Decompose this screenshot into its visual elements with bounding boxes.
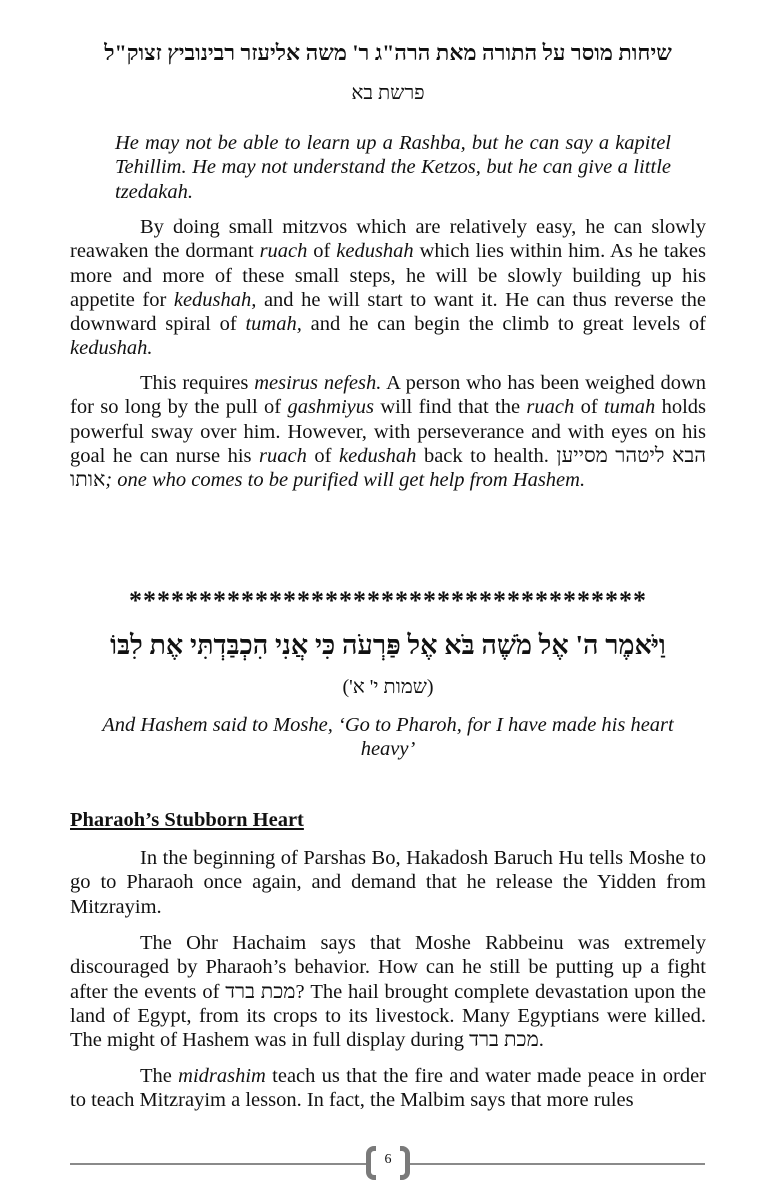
body-paragraph (70, 1064, 706, 1113)
italic-text: tumah (603, 396, 656, 419)
italic-text: mesirus nefesh. (254, 372, 382, 394)
text-run: of (307, 240, 337, 263)
text-run: The (140, 1065, 179, 1087)
italic-text: ruach (259, 444, 307, 467)
text-run: back to health. (416, 444, 557, 467)
hebrew-phrase: מכת ברד (225, 980, 296, 1003)
body-paragraph (70, 371, 706, 492)
text-run: In the beginning of Parshas Bo, Hakadosh Baruch Hu tells Moshe to go to Pharaoh once again, and demand that he release the Yidden from Mitzrayim. (70, 847, 706, 918)
body-paragraph (70, 846, 706, 919)
text-run: of (574, 396, 604, 419)
text-run: and he can begin the climb to great levels of (301, 313, 707, 336)
italic-text: ruach (526, 396, 575, 419)
italic-text: kedushah, (173, 288, 257, 311)
section-divider: ************************************* (129, 586, 647, 615)
text-run: and he will start to want it. He can thus reverse the downward spiral of (70, 288, 706, 336)
text-run: By doing small mitzvos which are relatively easy, he can slowly reawaken the dormant (70, 216, 706, 263)
text-run: ? The hail brought complete devastation upon the land of Egypt, from its crops to its livestock. Many Egyptians were killed. The might of Hashem was in full display during (70, 980, 706, 1052)
text-run: of (306, 444, 339, 467)
page-number: 6 (384, 1152, 392, 1167)
hebrew-phrase: מכת ברד (469, 1029, 539, 1052)
running-header: שיחות מוסר על התורה מאת הרה"ג ר' משה אליעזר רבינוביץ זצוק"ל (104, 40, 672, 65)
footer-rule-left (70, 1163, 366, 1165)
body-paragraph (70, 215, 706, 361)
verse-hebrew: וַיֹּאמֶר ה' אֶל מֹשֶׁה בֹּא אֶל פַּרְעֹה כִּי אֲנִי הִכְבַּדְתִּי אֶת לִבּוֹ (110, 630, 666, 660)
text-run: This requires (140, 372, 255, 394)
section-heading: Pharaoh’s Stubborn Heart (70, 809, 304, 831)
text-run: A person who has been weighed down for so long by the pull of (70, 372, 706, 419)
italic-text: ruach (259, 240, 308, 263)
body-paragraph (70, 931, 706, 1052)
italic-text: kedushah (336, 240, 414, 263)
text-run: which lies within him. As he takes more and more of these small steps, he will be slowly building up his appetite for (70, 240, 706, 311)
italic-text: midrashim (178, 1065, 266, 1087)
text-run: holds powerful sway over him. However, with perseverance and with eyes on his goal he can nurse his (70, 396, 706, 467)
italic-text: tumah, (245, 313, 302, 336)
parsha-name: פרשת בא (351, 82, 425, 104)
verse-reference: (שמות י' א') (342, 676, 434, 698)
text-run: will find that the (374, 396, 527, 419)
right-brace-icon (400, 1146, 410, 1180)
italic-text: kedushah (339, 444, 417, 467)
text-run: The Ohr Hachaim says that Moshe Rabbeinu was extremely discouraged by Pharaoh’s behavior. How can he still be putting up a fight after the events of (70, 932, 706, 1003)
hebrew-phrase: הבא ליטהר מסייען אותו (70, 444, 707, 492)
verse-translation: And Hashem said to Moshe, ‘Go to Pharoh, for I have made his heart heavy’ (102, 714, 674, 761)
italic-text: He may not be able to learn up a Rashba, but he can say a kapitel Tehillim. He may not understand the Ketzos, but he can give a little tzedakah. (115, 132, 671, 203)
footer-rule-right (410, 1163, 705, 1165)
italic-text: kedushah. (70, 337, 153, 360)
italic-text: gashmiyus (287, 396, 375, 419)
left-brace-icon (366, 1146, 376, 1180)
italic-text: ; one who comes to be purified will get help from Hashem. (105, 469, 586, 492)
text-run: . (538, 1029, 544, 1052)
italic-quote (115, 131, 671, 204)
text-run: teach us that the fire and water made peace in order to teach Mitzrayim a lesson. In fact, the Malbim says that more rules (70, 1065, 707, 1112)
